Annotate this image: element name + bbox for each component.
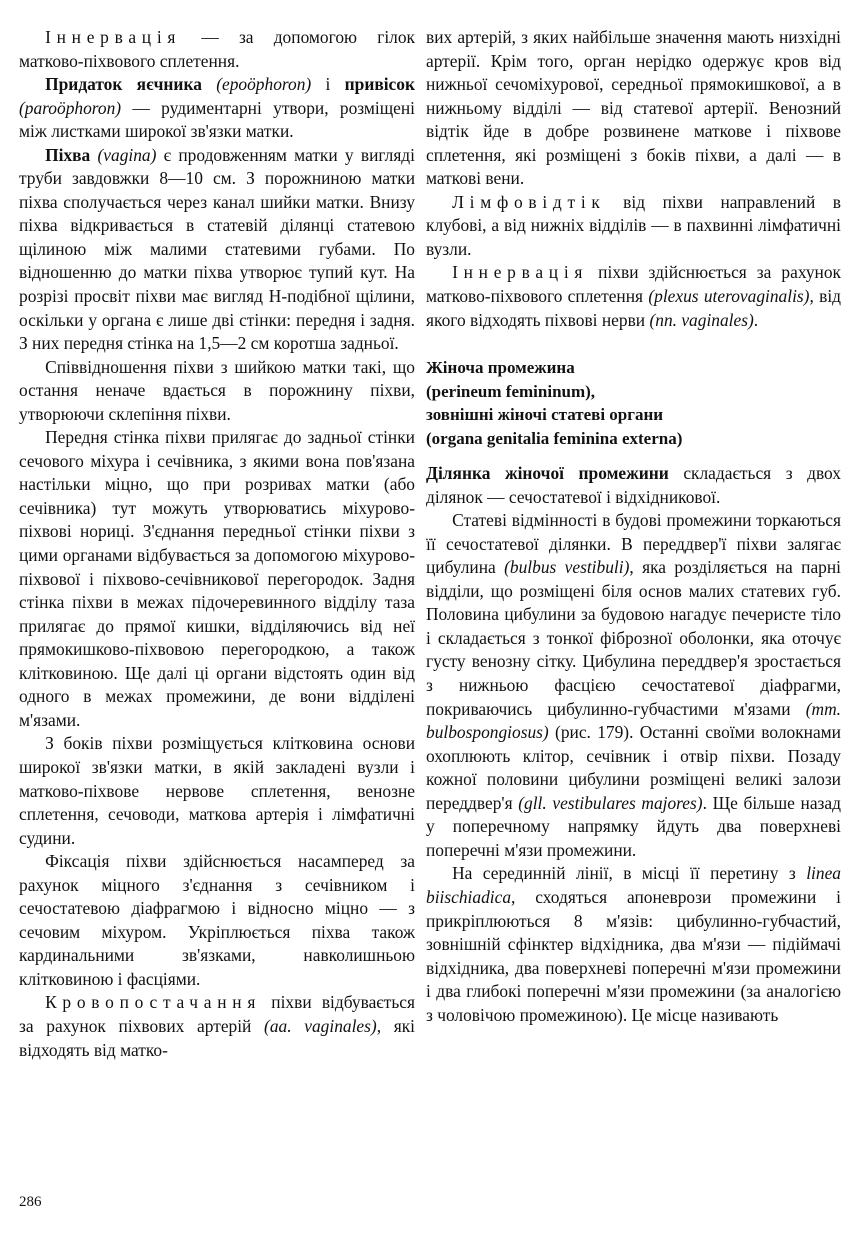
spaced-term: Лімфовідтік xyxy=(452,191,606,212)
paragraph-blood-supply xyxy=(19,991,415,1062)
paragraph-innervation-vagina xyxy=(426,261,841,332)
paragraph-lateral-tissue: З боків піхви розміщується клітковина основи широкої зв'язки матки, в якій закладені вузли і матково-піхвове нервове сплетення, венозне сплетення, сечоводи, маткова артерія і лімфатичні судини. xyxy=(19,733,415,848)
paragraph-text: . xyxy=(753,309,759,330)
spaced-term: Іннервація xyxy=(452,262,589,283)
paragraph-text: є продовженням матки у вигляді труби завдовжки 8—10 см. З порожниною матки піхва сполучається через канал шийки матки. Внизу піхва відкривається в статевій ділянці статевою щілиною між малими статевими губами. По відношенню до матки піхва утворює тупий кут. На розрізі просвіт піхви має вигляд Н-подібної щілини, оскільки у органа є лише дві стінки: передня і задня. З них передня стінка на 1,5—2 см коротша задньої. xyxy=(19,144,415,354)
paragraph-perineum-region xyxy=(426,462,841,509)
right-column xyxy=(426,26,841,1027)
paragraph-text: (рис. 179). Останні своїми волокнами охоплюють клітор, сечівник і отвір піхви. Позаду кожної половини цибулини розміщені великі залози переддвер'я xyxy=(426,722,841,813)
heading-line: зовнішні жіночі статеві органи xyxy=(426,405,664,425)
latin-term: linea biischiadica xyxy=(426,863,841,907)
paragraph-text: і xyxy=(311,74,345,95)
paragraph-innervation-uterus xyxy=(19,26,415,73)
page-number: 286 xyxy=(19,1194,42,1210)
paragraph-text: , від якого відходять піхвові нерви xyxy=(426,286,842,330)
latin-term: (aa. vaginales) xyxy=(264,1015,377,1036)
latin-term: (gll. vestibulares majores) xyxy=(518,792,703,813)
paragraph-anterior-wall: Передня стінка піхви прилягає до задньої стінки сечового міхура і сечівника, з якими вона пов'язана настільки міцно, що при розривах матки (або сечівника) тут можуть утворюватись міхурово-піхвові нориці. З'єднання передньої стінки піхви з цими органами відбувається за допомогою міхурово-піхвової і піхвово-сечівникової перегородок. Задня стінка піхви в межах підочеревинного відділу таза прилягає до прямої кишки, відділяючись від неї прямокишково-піхвовою перегородкою, а також клітковиною. Ще далі ці органи відстоять один від одного в межах промежини, де вони відділені м'язами. xyxy=(19,427,415,730)
paragraph-lymph-drainage xyxy=(426,191,841,262)
paragraph-text: Статеві відмінності в будові промежини торкаються її сечостатевої ділянки. В переддвер'ї піхви залягає цибулина xyxy=(426,510,841,578)
paragraph-text: складається з двох ділянок — сечостатевої і відхідникової. xyxy=(426,463,841,507)
latin-term: (epoöphoron) xyxy=(216,74,312,95)
latin-term: (mm. bulbospongiosus) xyxy=(426,698,841,743)
paragraph-text: від піхви направлений в клубові, а від нижніх відділів — в пахвинні лімфатичні вузли. xyxy=(426,191,841,259)
heading-line: Жіноча промежина xyxy=(426,358,575,378)
paragraph-text: . Ще більше назад у поперечному напрямку йдуть два поверхневі поперечні м'язи промежини. xyxy=(426,792,841,860)
paragraph-text: , які відходять від матко- xyxy=(19,1015,416,1060)
spaced-term: Кровопостачання xyxy=(45,992,262,1013)
paragraph-sex-differences xyxy=(426,509,841,862)
paragraph-text: — рудиментарні утвори, розміщені між листками широкої зв'язки матки. xyxy=(19,97,415,142)
paragraph-vagina xyxy=(19,144,415,356)
latin-term: (paroöphoron) xyxy=(19,97,122,118)
paragraph-text: піхви відбувається за рахунок піхвових артерій xyxy=(19,992,415,1036)
heading-line: (perineum femininum), xyxy=(426,381,596,401)
left-column xyxy=(19,26,415,1062)
latin-term: (nn. vaginales) xyxy=(649,309,754,330)
spaced-term: Іннервація xyxy=(45,27,182,47)
paragraph-text: На серединній лінії, в місці її перетину з xyxy=(452,863,807,884)
paragraph-relations-cervix: Співвідношення піхви з шийкою матки такі, що остання неначе вдається в порожнину піхви, утворюючи склепіння піхви. xyxy=(19,356,415,424)
bold-term: Придаток яєчника xyxy=(45,74,202,95)
paragraph-text: — за допомогою гілок матково-піхвового сплетення. xyxy=(19,27,415,71)
section-heading xyxy=(426,356,841,450)
latin-term: (plexus uterovaginalis) xyxy=(648,286,810,307)
bold-term: Ділянка жіночої промежини xyxy=(426,463,669,484)
paragraph-midline xyxy=(426,862,841,1027)
heading-line: (organa genitalia feminina externa) xyxy=(426,428,683,448)
paragraph-epoophoron xyxy=(19,73,415,144)
paragraph-text: піхви здійснюється за рахунок матково-піхвового сплетення xyxy=(426,262,841,307)
bold-term: Піхва xyxy=(45,144,91,165)
latin-term: (vagina) xyxy=(97,144,157,165)
paragraph-text: , яка розділяється на парні відділи, що розміщені біля основ малих статевих губ. Половина цибулини за будовою нагадує печеристе тіло і складається з тонкої фіброзної оболонки, яка оточує густу венозну сітку. Цибулина переддвер'я зростається з нижньою фасцією сечостатевої діафрагми, покриваючись цибулинно-губчастими м'язами xyxy=(426,557,842,719)
bold-term: привісок xyxy=(344,74,415,95)
latin-term: (bulbus vestibuli) xyxy=(504,557,630,578)
paragraph-fixation: Фіксація піхви здійснюється насамперед за рахунок міцного з'єднання з сечівником і сечостатевою діафрагмою і відносно міцно — з сечовим міхуром. Укріплюється піхва також кардинальними зв'язками, навколишньою клітковиною і фасціями. xyxy=(19,851,415,989)
paragraph-arteries-continued: вих артерій, з яких найбільше значення мають низхідні артерії. Крім того, орган нерідко одержує кров від нижньої сечоміхурової, середньої прямокишкової, а в нижньому відділі — від статевої артерії. Венозний відтік йде в добре розвинене маткове і піхвове сплетення, які розміщені з боків піхви, а далі — в маткові вени. xyxy=(426,27,841,189)
paragraph-text: , сходяться апоневрози промежини і прикріплюються 8 м'язів: цибулинно-губчастий, зовнішній сфінктер відхідника, два м'язи — підіймачі відхідника, два поверхневі поперечні м'язи промежини і два глибокі поперечні м'язи промежини (за аналогією з чоловічою промежиною). Це місце називають xyxy=(426,886,841,1025)
